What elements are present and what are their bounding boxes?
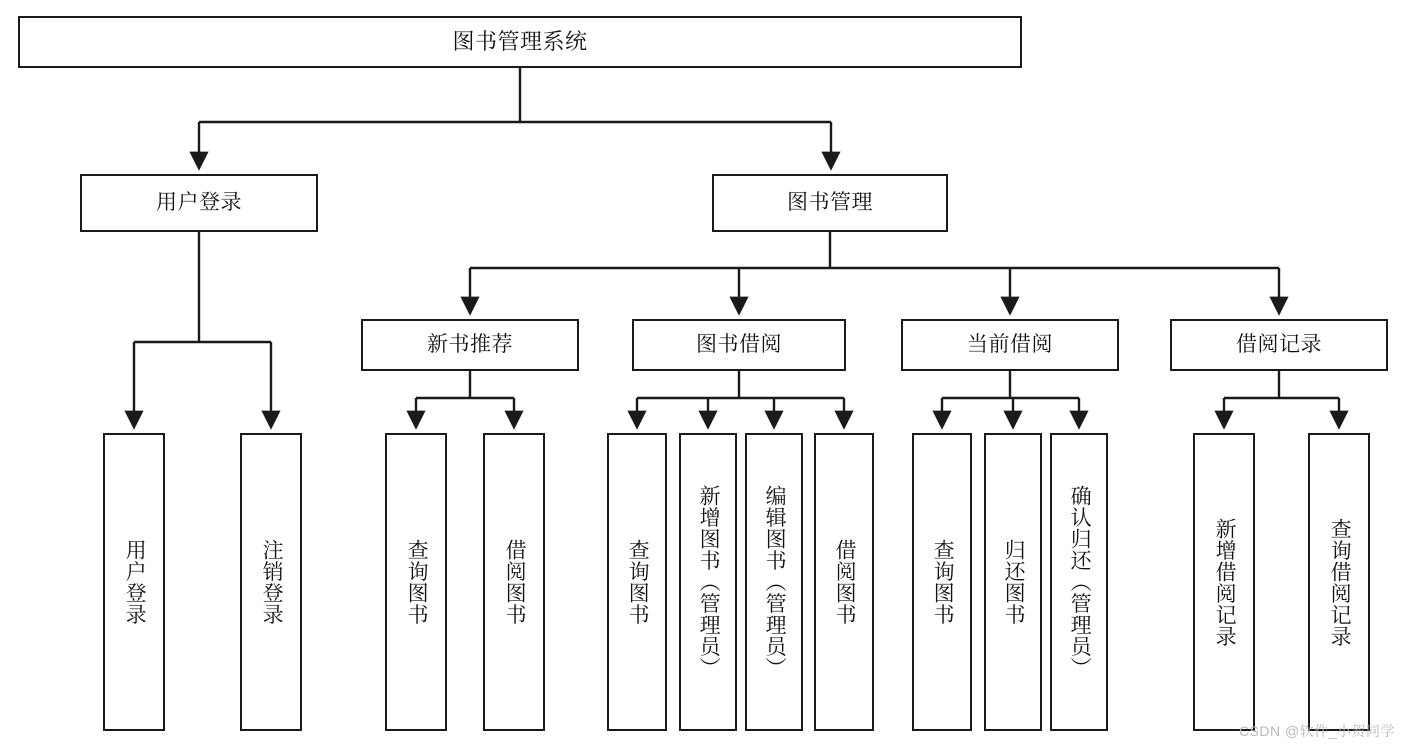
node-leaf-return-book: 归还图书: [984, 433, 1042, 731]
node-user-login: 用户登录: [80, 174, 318, 232]
node-leaf-borrow-book: 借阅图书: [814, 433, 874, 731]
node-leaf-query-borrow-record: 查询借阅记录: [1308, 433, 1370, 731]
node-leaf-user-login: 用户登录: [103, 433, 165, 731]
node-book-management: 图书管理: [712, 174, 948, 232]
node-current-borrow: 当前借阅: [901, 319, 1119, 371]
node-leaf-logout: 注销登录: [240, 433, 302, 731]
node-leaf-borrow-book-new: 借阅图书: [483, 433, 545, 731]
node-new-book-recommend: 新书推荐: [361, 319, 579, 371]
node-root: 图书管理系统: [18, 16, 1022, 68]
node-leaf-query-book-current: 查询图书: [912, 433, 972, 731]
node-borrow-records: 借阅记录: [1170, 319, 1388, 371]
node-leaf-query-book-borrow: 查询图书: [607, 433, 667, 731]
node-leaf-add-book-admin: 新增图书（管理员）: [679, 433, 737, 731]
node-leaf-edit-book-admin: 编辑图书（管理员）: [745, 433, 803, 731]
watermark: CSDN @软件_小贺同学: [1238, 723, 1395, 739]
node-leaf-add-borrow-record: 新增借阅记录: [1193, 433, 1255, 731]
node-book-borrow: 图书借阅: [632, 319, 846, 371]
node-leaf-query-book-new: 查询图书: [385, 433, 447, 731]
node-leaf-confirm-return-admin: 确认归还（管理员）: [1050, 433, 1108, 731]
